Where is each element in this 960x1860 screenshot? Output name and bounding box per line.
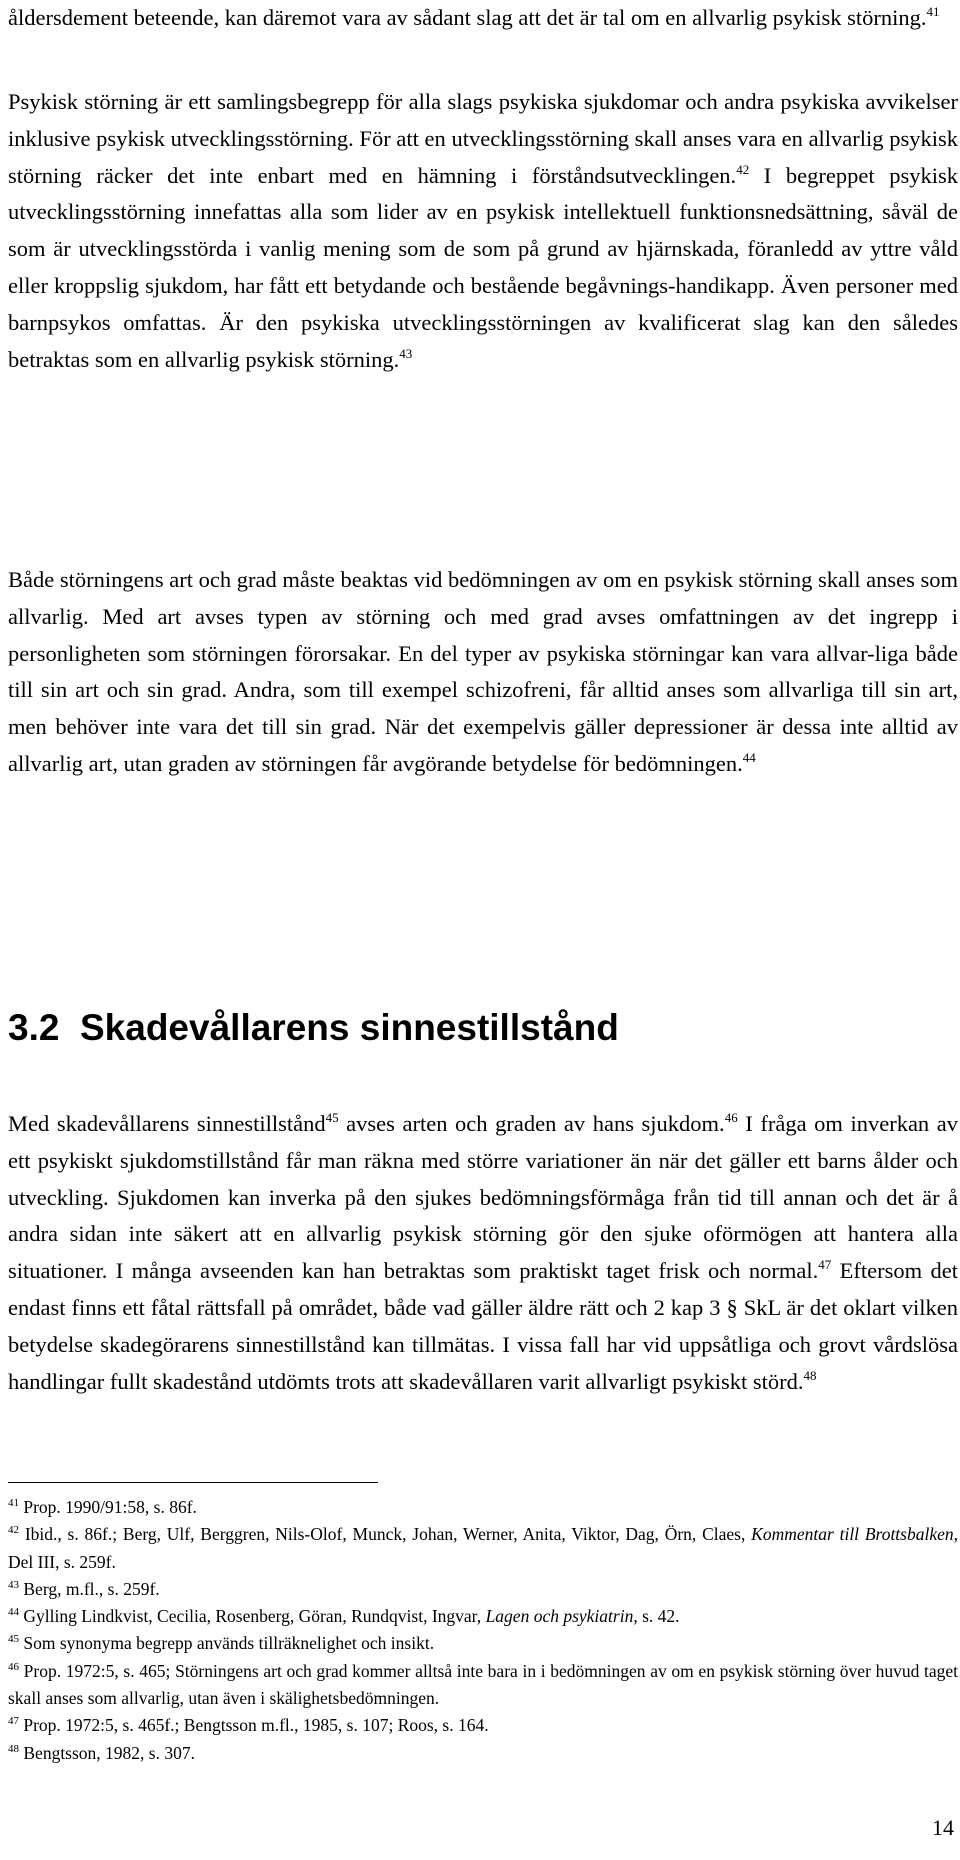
footnote-45: $^{45}$ Som synonyma begrepp används tillräknelighet och insikt. — [8, 1633, 435, 1654]
footnote-number: 46 — [8, 1660, 19, 1673]
paragraph-sinnestillstand: Med skadevållarens sinnestillstånd$^{45}$ avses arten och graden av hans sjukdom.$^{46}$ I fråga om inverkan av ett psykiskt sjukdomstillstånd får man räkna med större variationer än när det gäller ett barns ålder och utveckling. Sjukdomen kan inverka på den sjukes bedömningsförmåga från tid till annan och det är å andra sidan inte säkert att en allvarlig psykisk störning gör den sjuke oförmögen att hantera alla situationer. I många avseenden kan han betraktas som praktiskt taget frisk och normal.$^{47}$ Eftersom det endast finns ett fåtal rättsfall på området, både vad gäller äldre rätt och 2 kap 3 § SkL är det oklart vilken betydelse skadegörarens sinnestillstånd kan tillmätas. I vissa fall har vid uppsåtliga och grovt vårdslösa handlingar fullt skadestånd utdömts trots att skadevållaren varit allvarligt psykiskt störd.$^{48}$ — [8, 1110, 958, 1394]
footnote-number: 47 — [8, 1715, 19, 1728]
footnote-number: 44 — [8, 1606, 19, 1619]
footnote-reference: 45 — [325, 1110, 339, 1125]
section-title: Skadevållarens sinnestillstånd — [80, 1007, 619, 1048]
footnote-reference: 48 — [803, 1367, 817, 1383]
footnote-reference: 46 — [724, 1110, 738, 1125]
footnotes — [8, 1494, 958, 1767]
footnote-reference: 41 — [926, 4, 940, 19]
footnote-44: $^{44}$ Gylling Lindkvist, Cecilia, Rosenberg, Göran, Rundqvist, Ingvar, Lagen och psykiatrin, s. 42. — [8, 1606, 680, 1627]
section-heading — [8, 1006, 619, 1050]
footnote-number: 41 — [8, 1497, 19, 1509]
footnote-number: 45 — [8, 1633, 19, 1646]
italic-title: Lagen och psykiatrin, — [485, 1606, 638, 1627]
footnote-reference: 44 — [742, 749, 756, 765]
footnote-number: 42 — [8, 1524, 19, 1537]
footnote-reference: 42 — [736, 161, 750, 177]
footnote-41: $^{41}$ Prop. 1990/91:58, s. 86f. — [8, 1497, 197, 1517]
footnote-reference: 47 — [818, 1257, 832, 1273]
footnote-separator — [8, 1482, 378, 1483]
footnote-reference: 43 — [399, 345, 413, 361]
footnote-number: 48 — [8, 1742, 19, 1755]
italic-title: Kommentar till Brottsbalken — [751, 1524, 954, 1545]
page-number: 14 — [932, 1815, 954, 1840]
paragraph-continuation: åldersdement beteende, kan däremot vara av sådant slag att det är tal om en allvarlig psykisk störning.$^{41}$ — [8, 4, 940, 30]
section-number: 3.2 — [8, 1007, 60, 1048]
footnote-42: $^{42}$ Ibid., s. 86f.; Berg, Ulf, Berggren, Nils-Olof, Munck, Johan, Werner, Anita, Viktor, Dag, Örn, Claes, Kommentar till Brottsbalken, Del III, s. 259f. — [8, 1524, 959, 1572]
footnote-48: $^{48}$ Bengtsson, 1982, s. 307. — [8, 1742, 195, 1763]
footnote-number: 43 — [8, 1578, 19, 1591]
footnote-46: $^{46}$ Prop. 1972:5, s. 465; Störningens art och grad kommer alltså inte bara in i bedömningen av om en psykisk störning över huvud taget skall anses som allvarlig, utan även i skälighetsbedömningen. — [8, 1660, 958, 1709]
footnote-43: $^{43}$ Berg, m.fl., s. 259f. — [8, 1578, 160, 1599]
paragraph-art-och-grad: Både störningens art och grad måste beaktas vid bedömningen av om en psykisk störning skall anses som allvarlig. Med art avses typen av störning och med grad avses omfattningen av det ingrepp i personligheten som störningen förorsakar. En del typer av psykiska störningar kan vara allvar-liga både till sin art och sin grad. Andra, som till exempel schizofreni, får alltid anses som allvarliga till sin art, men behöver inte vara det till sin grad. När det exempelvis gäller depressioner är dessa inte alltid av allvarlig art, utan graden av störningen får avgörande betydelse för bedömningen.$^{44}$ — [8, 567, 958, 776]
footnote-47: $^{47}$ Prop. 1972:5, s. 465f.; Bengtsson m.fl., 1985, s. 107; Roos, s. 164. — [8, 1715, 489, 1736]
paragraph-psykisk-storning: Psykisk störning är ett samlingsbegrepp för alla slags psykiska sjukdomar och andra psykiska avvikelser inklusive psykisk utvecklingsstörning. För att en utvecklingsstörning skall anses vara en allvarlig psykisk störning räcker det inte enbart med en hämning i förståndsutvecklingen.$^{42}$ I begreppet psykisk utvecklingsstörning innefattas alla som lider av en psykisk intellektuell funktionsnedsättning, såväl de som är utvecklingsstörda i vanlig mening som de som på grund av hjärnskada, föranledd av yttre våld eller kroppslig sjukdom, har fått ett betydande och bestående begåvnings-handikapp. Även personer med barnpsykos omfattas. Är den psykiska utvecklingsstörningen av kvalificerat slag kan den således betraktas som en allvarlig psykisk störning.$^{43}$ — [8, 89, 958, 372]
